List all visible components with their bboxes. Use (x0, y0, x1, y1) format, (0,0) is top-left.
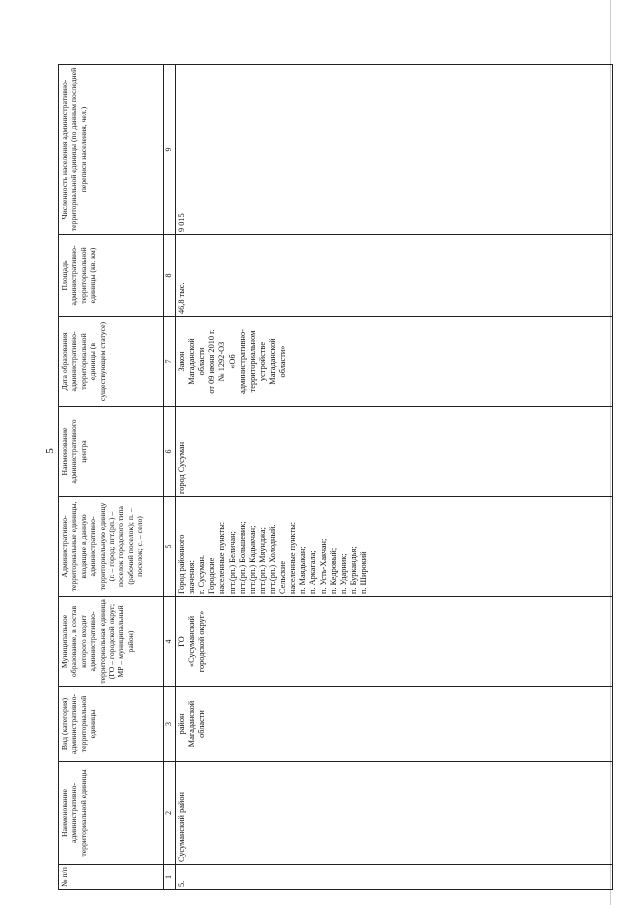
unit-line: пгт.(рп.) Мяунджа; (257, 527, 267, 594)
municipality-line: ГО (177, 636, 186, 647)
header-center: Наименование административного центра (59, 407, 164, 497)
header-municipality: Муниципальное образование, в состав которого входит административно-территориальная единица (ГО – городской округ; МР – муниципальный район) (59, 597, 164, 687)
row-num: 5. (176, 865, 613, 890)
unit-line: пгт.(рп.) Холодный. (267, 524, 277, 594)
col-number: 6 (164, 407, 176, 497)
col-number: 4 (164, 597, 176, 687)
row-area: 46,8 тыс. (176, 235, 613, 317)
page-number: 5 (44, 448, 56, 454)
unit-line: населенные пункты: (217, 521, 227, 594)
unit-line: Городские (207, 557, 217, 594)
date-line: области (197, 347, 207, 376)
header-population: Численность населения административно-территориальной единицы (по данным последней переписи населения, чел.) (59, 65, 164, 235)
unit-line: г. Сусуман. (197, 554, 207, 594)
row-center: город Сусуман (176, 407, 613, 497)
territorial-units-table (58, 64, 613, 890)
date-line: Магаданской (187, 338, 197, 385)
col-number: 1 (164, 865, 176, 890)
unit-line: Город районного (177, 534, 186, 594)
col-number: 8 (164, 235, 176, 317)
unit-line: п. Ударник; (338, 553, 348, 594)
date-line: «Об (227, 354, 237, 369)
municipality-line: «Сусуманский (187, 615, 197, 668)
header-area: Площадь административно-территориальной единицы (кв. км) (59, 235, 164, 317)
header-date: Дата образования административно-территориальной единицы (в существующем статусе) (59, 317, 164, 407)
unit-line: пгт.(рп.) Большевик; (237, 521, 247, 594)
rotated-table-wrapper (58, 65, 613, 890)
col-number: 5 (164, 497, 176, 597)
unit-line: пгт.(рп.) Кадыкчан; (247, 525, 257, 594)
category-line: области (197, 710, 207, 738)
header-category: Вид (категория) административно-территориальной единицы (59, 687, 164, 762)
header-name: Наименование административно-территориальной единицы (59, 762, 164, 865)
header-num: № п/п (59, 865, 164, 890)
unit-line: п. Кедровый; (328, 547, 338, 594)
col-number: 9 (164, 65, 176, 235)
row-units (176, 497, 613, 597)
column-number-row (164, 65, 176, 890)
date-line: территориальном (247, 330, 257, 393)
row-name: Сусуманский район (176, 762, 613, 865)
date-line: области» (278, 345, 288, 378)
date-line: Магаданской (267, 338, 277, 385)
date-line: Закон (177, 351, 186, 372)
table-row (176, 65, 613, 890)
date-line: от 09 июня 2010 г. (207, 329, 217, 394)
row-population: 9 015 (176, 65, 613, 235)
date-line: № 1292-ОЗ (217, 341, 227, 382)
col-number: 3 (164, 687, 176, 762)
col-number: 2 (164, 762, 176, 865)
unit-line: п. Широкий (358, 551, 368, 594)
table-header-row (59, 65, 164, 890)
unit-line: п. Аркагала; (308, 550, 318, 594)
col-number: 7 (164, 317, 176, 407)
row-municipality (176, 597, 613, 687)
unit-line: п. Маядыкан; (298, 546, 308, 594)
date-line: устройстве (257, 341, 267, 382)
unit-line: Сельские (278, 560, 288, 594)
header-units: Административно-территориальные единицы, входящие в данную административно-территориальную единицу (г. – город; пгт.(рп.) – поселок городского типа (рабочий поселок); п. – поселок; с. – село) (59, 497, 164, 597)
category-line: район (177, 713, 186, 735)
category-line: Магаданской (187, 700, 197, 748)
unit-line: значения: (187, 560, 197, 594)
date-line: административно- (237, 329, 247, 394)
municipality-line: городской округ» (197, 610, 207, 673)
unit-line: п. Буркандья; (348, 546, 358, 594)
unit-line: населенные пункты: (288, 521, 298, 594)
row-date (176, 317, 613, 407)
unit-line: п. Усть-Хакчан; (318, 538, 328, 594)
row-category (176, 687, 613, 762)
unit-line: пгт.(рп.) Беличан; (227, 531, 237, 594)
